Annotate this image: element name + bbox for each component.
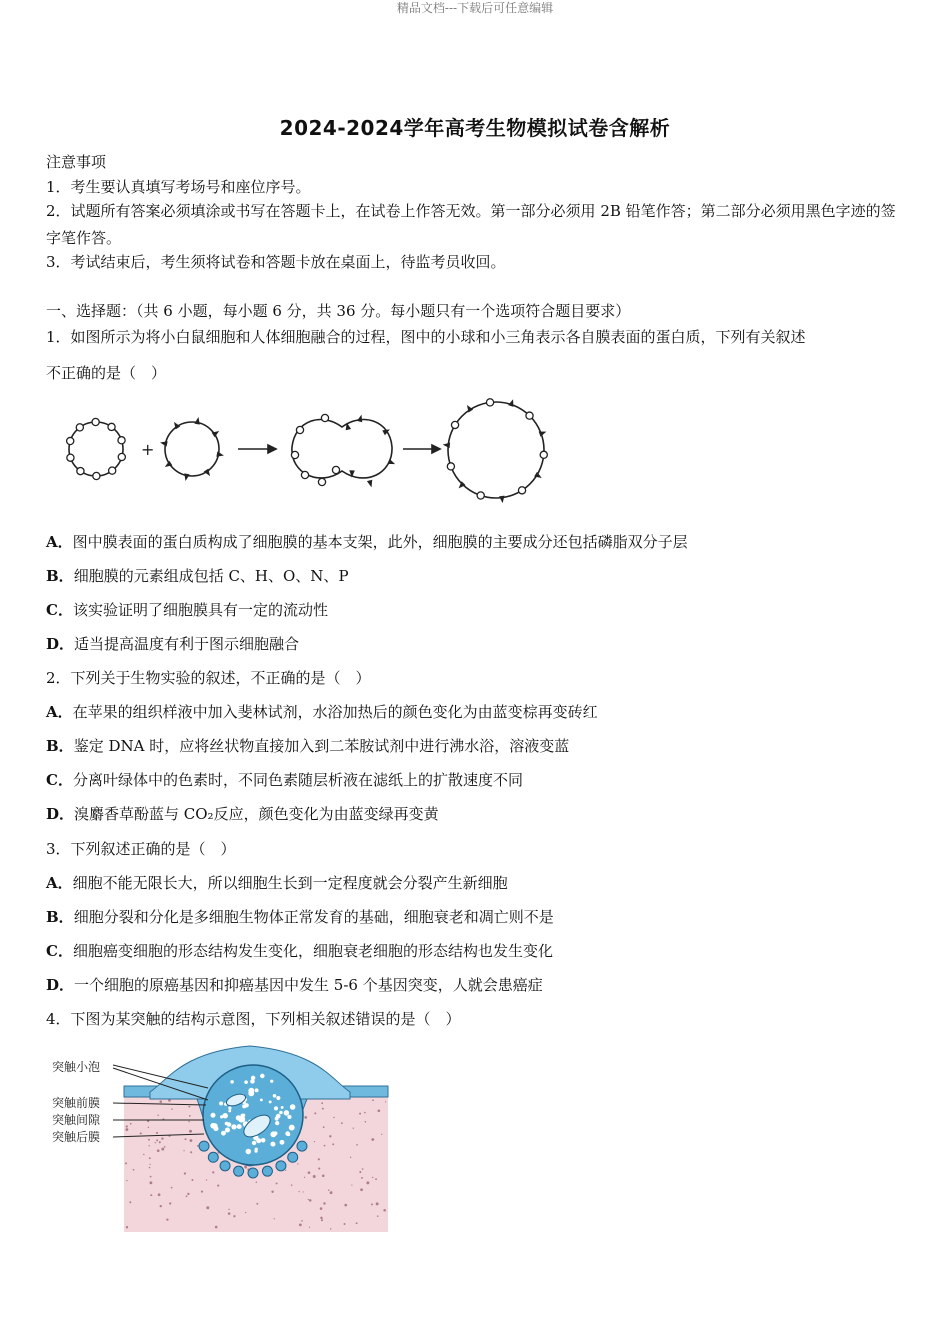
tissue-speckle bbox=[169, 1202, 171, 1204]
membrane-protein-ball bbox=[318, 478, 325, 485]
section-heading: 一、选择题：（共 6 小题，每小题 6 分，共 36 分。每小题只有一个选项符合题目要求） bbox=[46, 302, 631, 320]
q1-option-c[interactable] bbox=[46, 599, 328, 621]
option-letter: C． bbox=[46, 942, 73, 960]
synaptic-vesicle bbox=[228, 1106, 231, 1109]
tissue-speckle bbox=[383, 1209, 386, 1212]
tissue-speckle bbox=[256, 1203, 258, 1205]
header-note: 精品文档---下载后可任意编辑 bbox=[396, 1, 554, 15]
tissue-speckle bbox=[143, 1154, 144, 1155]
tissue-speckle bbox=[372, 1177, 373, 1178]
q1-option-a[interactable] bbox=[46, 531, 688, 553]
tissue-speckle bbox=[323, 1126, 325, 1128]
option-letter: D． bbox=[46, 805, 75, 823]
q2-option-b[interactable] bbox=[46, 735, 569, 757]
tissue-speckle bbox=[149, 1181, 152, 1184]
synaptic-vesicle bbox=[270, 1142, 275, 1147]
tissue-speckle bbox=[228, 1209, 229, 1210]
synaptic-vesicle bbox=[211, 1113, 216, 1118]
question-2-stem: 2．下列关于生物实验的叙述，不正确的是（ ） bbox=[46, 669, 371, 687]
option-text: 适当提高温度有利于图示细胞融合 bbox=[74, 635, 300, 653]
tissue-speckle bbox=[341, 1122, 343, 1124]
tissue-speckle bbox=[332, 1143, 334, 1145]
tissue-speckle bbox=[308, 1199, 309, 1200]
tissue-speckle bbox=[321, 1102, 323, 1104]
synaptic-vesicle bbox=[239, 1116, 245, 1122]
membrane-protein-ball bbox=[67, 454, 74, 461]
tissue-speckle bbox=[150, 1176, 152, 1178]
tissue-speckle bbox=[320, 1217, 322, 1219]
tissue-speckle bbox=[126, 1125, 128, 1127]
tissue-speckle bbox=[314, 1112, 316, 1114]
option-text: 图中膜表面的蛋白质构成了细胞膜的基本支架，此外，细胞膜的主要成分还包括磷脂双分子层 bbox=[72, 533, 688, 551]
tissue-speckle bbox=[297, 1163, 298, 1164]
membrane-protein-ball bbox=[92, 418, 99, 425]
membrane-protein-ball bbox=[67, 437, 74, 444]
tissue-speckle bbox=[271, 1191, 273, 1193]
notice-heading: 注意事项 bbox=[46, 153, 107, 171]
membrane-protein-ball bbox=[301, 471, 308, 478]
tissue-speckle bbox=[183, 1150, 184, 1151]
membrane-protein-triangle bbox=[367, 480, 372, 488]
tissue-speckle bbox=[330, 1228, 331, 1229]
tissue-speckle bbox=[309, 1199, 312, 1202]
option-letter: D． bbox=[46, 635, 75, 653]
tissue-speckle bbox=[322, 1108, 324, 1110]
tissue-speckle bbox=[212, 1171, 214, 1173]
tissue-speckle bbox=[159, 1141, 161, 1143]
membrane-protein-ball bbox=[477, 492, 484, 499]
q1-option-b[interactable] bbox=[46, 565, 349, 587]
membrane-protein-ball bbox=[291, 451, 298, 458]
membrane-protein-ball bbox=[526, 412, 533, 419]
tissue-speckle bbox=[318, 1158, 320, 1160]
synaptic-vesicle bbox=[285, 1111, 288, 1114]
tissue-speckle bbox=[359, 1171, 361, 1173]
tissue-speckle bbox=[375, 1178, 377, 1180]
synaptic-vesicle bbox=[279, 1111, 283, 1115]
tissue-speckle bbox=[314, 1141, 315, 1142]
tissue-speckle bbox=[197, 1145, 199, 1147]
tissue-speckle bbox=[189, 1115, 191, 1117]
synaptic-vesicle bbox=[237, 1124, 242, 1129]
tissue-speckle bbox=[166, 1218, 168, 1220]
option-letter: A． bbox=[46, 874, 73, 892]
receptor-knob bbox=[199, 1141, 209, 1151]
option-letter: C． bbox=[46, 601, 73, 619]
membrane-protein-ball bbox=[93, 472, 100, 479]
tissue-speckle bbox=[285, 1170, 286, 1171]
tissue-speckle bbox=[372, 1099, 374, 1101]
tissue-speckle bbox=[133, 1169, 135, 1171]
receptor-knob bbox=[208, 1152, 218, 1162]
tissue-speckle bbox=[366, 1181, 369, 1184]
tissue-speckle bbox=[308, 1171, 311, 1174]
q2-option-a[interactable] bbox=[46, 701, 598, 723]
synaptic-vesicle bbox=[213, 1126, 218, 1131]
option-letter: A． bbox=[46, 703, 73, 721]
tissue-speckle bbox=[228, 1212, 231, 1215]
tissue-speckle bbox=[129, 1201, 131, 1203]
option-text: 细胞不能无限长大，所以细胞生长到一定程度就会分裂产生新细胞 bbox=[72, 874, 508, 892]
tissue-speckle bbox=[189, 1130, 192, 1133]
tissue-speckle bbox=[381, 1134, 382, 1135]
tissue-speckle bbox=[188, 1121, 189, 1122]
question-4-stem: 4．下图为某突触的结构示意图，下列相关叙述错误的是（ ） bbox=[46, 1010, 461, 1028]
receptor-knob bbox=[297, 1141, 307, 1151]
option-text: 细胞膜的元素组成包括 C、H、O、N、P bbox=[73, 567, 349, 585]
synaptic-vesicle bbox=[251, 1076, 255, 1080]
synaptic-vesicle bbox=[290, 1104, 296, 1110]
tissue-speckle bbox=[157, 1115, 159, 1117]
membrane-protein-ball bbox=[321, 414, 328, 421]
membrane-protein-triangle bbox=[499, 496, 504, 504]
tissue-speckle bbox=[155, 1142, 156, 1143]
synaptic-vesicle bbox=[228, 1109, 231, 1112]
tissue-speckle bbox=[333, 1117, 334, 1118]
option-text: 分离叶绿体中的色素时，不同色素随层析液在滤纸上的扩散速度不同 bbox=[72, 771, 523, 789]
tissue-speckle bbox=[157, 1149, 160, 1152]
membrane-protein-triangle bbox=[357, 415, 362, 423]
tissue-speckle bbox=[164, 1146, 166, 1148]
question-1-stem-cont: 不正确的是（ ） bbox=[46, 364, 167, 382]
synaptic-vesicle bbox=[287, 1133, 291, 1137]
tissue-speckle bbox=[362, 1168, 364, 1170]
tissue-speckle bbox=[161, 1148, 164, 1151]
synaptic-vesicle bbox=[225, 1127, 230, 1132]
synaptic-vesicle bbox=[255, 1088, 259, 1092]
tissue-speckle bbox=[359, 1113, 361, 1115]
membrane-protein-triangle bbox=[194, 417, 199, 425]
q3-option-c[interactable] bbox=[46, 940, 553, 962]
tissue-speckle bbox=[377, 1215, 379, 1217]
tissue-speckle bbox=[206, 1179, 207, 1180]
synaptic-vesicle bbox=[227, 1122, 232, 1127]
synaptic-vesicle bbox=[244, 1080, 248, 1084]
tissue-speckle bbox=[371, 1203, 373, 1205]
membrane-protein-ball bbox=[109, 467, 116, 474]
tissue-speckle bbox=[171, 1187, 173, 1189]
membrane-protein-ball bbox=[118, 437, 125, 444]
tissue-speckle bbox=[158, 1193, 161, 1196]
option-text: 一个细胞的原癌基因和抑癌基因中发生 5-6 个基因突变，人就会患癌症 bbox=[74, 976, 543, 994]
tissue-speckle bbox=[149, 1145, 150, 1146]
tissue-speckle bbox=[318, 1167, 320, 1169]
membrane-protein-ball bbox=[518, 487, 525, 494]
tissue-speckle bbox=[364, 1112, 366, 1114]
tissue-speckle bbox=[321, 1219, 323, 1221]
tissue-speckle bbox=[125, 1128, 128, 1131]
tissue-speckle bbox=[148, 1127, 149, 1128]
tissue-speckle bbox=[187, 1193, 189, 1195]
synaptic-vesicle bbox=[269, 1100, 272, 1103]
option-text: 细胞癌变细胞的形态结构发生变化，细胞衰老细胞的形态结构也发生变化 bbox=[72, 942, 553, 960]
tissue-speckle bbox=[328, 1189, 330, 1191]
tissue-speckle bbox=[201, 1190, 203, 1192]
option-letter: D． bbox=[46, 976, 75, 994]
tissue-speckle bbox=[244, 1166, 247, 1169]
synaptic-vesicle bbox=[252, 1141, 256, 1145]
tissue-speckle bbox=[303, 1191, 304, 1192]
option-letter: B． bbox=[46, 567, 74, 585]
synapse-figure bbox=[0, 1040, 400, 1240]
membrane-protein-triangle bbox=[160, 441, 168, 446]
synaptic-vesicle bbox=[280, 1140, 285, 1145]
tissue-speckle bbox=[324, 1145, 326, 1147]
tissue-speckle bbox=[309, 1227, 310, 1228]
q1-option-d[interactable] bbox=[46, 633, 299, 655]
tissue-speckle bbox=[329, 1135, 331, 1137]
option-letter: C． bbox=[46, 771, 73, 789]
tissue-speckle bbox=[149, 1167, 151, 1169]
tissue-speckle bbox=[256, 1182, 257, 1183]
synaptic-vesicle bbox=[231, 1124, 236, 1129]
receptor-knob bbox=[262, 1166, 272, 1176]
synaptic-vesicle bbox=[274, 1106, 278, 1110]
tissue-speckle bbox=[299, 1224, 302, 1227]
tissue-speckle bbox=[291, 1184, 293, 1186]
label-presynaptic-membrane: 突触前膜 bbox=[52, 1096, 101, 1110]
option-letter: A． bbox=[46, 533, 73, 551]
tissue-speckle bbox=[149, 1164, 150, 1165]
tissue-speckle bbox=[350, 1157, 351, 1158]
synaptic-vesicle bbox=[276, 1114, 281, 1119]
synaptic-vesicle bbox=[281, 1106, 284, 1109]
q2-option-c[interactable] bbox=[46, 769, 523, 791]
question-1-stem: 1．如图所示为将小白鼠细胞和人体细胞融合的过程，图中的小球和小三角表示各自膜表面的蛋白质，下列有关叙述 bbox=[46, 328, 806, 346]
synaptic-vesicle bbox=[261, 1138, 266, 1143]
tissue-speckle bbox=[304, 1116, 307, 1119]
membrane-protein-ball bbox=[447, 463, 454, 470]
synaptic-vesicle bbox=[254, 1149, 257, 1152]
tissue-speckle bbox=[185, 1138, 187, 1140]
tissue-speckle bbox=[304, 1177, 305, 1178]
tissue-speckle bbox=[148, 1139, 150, 1141]
synaptic-vesicle bbox=[276, 1096, 280, 1100]
tissue-speckle bbox=[371, 1138, 374, 1141]
tissue-speckle bbox=[189, 1139, 192, 1142]
synaptic-vesicle bbox=[275, 1121, 279, 1125]
option-text: 细胞分裂和分化是多细胞生物体正常发育的基础，细胞衰老和凋亡则不是 bbox=[73, 908, 554, 926]
tissue-speckle bbox=[298, 1191, 299, 1192]
tissue-speckle bbox=[190, 1151, 192, 1153]
tissue-speckle bbox=[245, 1212, 246, 1213]
tissue-speckle bbox=[184, 1172, 186, 1174]
label-postsynaptic-membrane: 突触后膜 bbox=[52, 1130, 101, 1144]
option-letter: B． bbox=[46, 908, 74, 926]
tissue-speckle bbox=[171, 1108, 172, 1109]
tissue-speckle bbox=[385, 1101, 386, 1102]
membrane-protein-triangle bbox=[387, 459, 395, 464]
plus-sign: + bbox=[141, 440, 155, 459]
tissue-speckle bbox=[320, 1207, 323, 1210]
tissue-speckle bbox=[217, 1184, 219, 1186]
synaptic-vesicle bbox=[246, 1149, 252, 1155]
tissue-speckle bbox=[344, 1204, 347, 1207]
synaptic-vesicle bbox=[221, 1131, 226, 1136]
tissue-speckle bbox=[351, 1184, 352, 1185]
synaptic-vesicle bbox=[270, 1080, 273, 1083]
page-title: 2024-2024学年高考生物模拟试卷含解析 bbox=[279, 116, 671, 140]
tissue-speckle bbox=[276, 1182, 278, 1184]
receptor-knob bbox=[248, 1168, 258, 1178]
membrane-protein-ball bbox=[540, 451, 547, 458]
tissue-speckle bbox=[151, 1194, 153, 1196]
tissue-speckle bbox=[130, 1123, 132, 1125]
membrane-protein-ball bbox=[76, 424, 83, 431]
membrane-protein-triangle bbox=[443, 443, 450, 448]
tissue-speckle bbox=[160, 1205, 162, 1207]
q2-option-d[interactable] bbox=[46, 803, 439, 825]
synaptic-vesicle bbox=[287, 1115, 291, 1119]
membrane-protein-ball bbox=[296, 426, 303, 433]
tissue-speckle bbox=[191, 1179, 193, 1181]
synaptic-vesicle bbox=[260, 1098, 263, 1101]
tissue-speckle bbox=[156, 1139, 158, 1141]
tissue-speckle bbox=[301, 1220, 303, 1222]
synaptic-vesicle bbox=[222, 1113, 227, 1118]
notice-item: 2．试题所有答案必须填涂或书写在答题卡上，在试卷上作答无效。第一部分必须用 2B 铅笔作答；第二部分必须用黑色字迹的签字笔作答。 bbox=[46, 202, 896, 247]
q3-option-d[interactable] bbox=[46, 974, 543, 996]
tissue-speckle bbox=[125, 1162, 127, 1164]
receptor-knob bbox=[276, 1161, 286, 1171]
label-synaptic-vesicle: 突触小泡 bbox=[52, 1060, 101, 1074]
tissue-speckle bbox=[353, 1127, 354, 1128]
receptor-knob bbox=[234, 1166, 244, 1176]
option-text: 溴麝香草酚蓝与 CO₂反应，颜色变化为由蓝变绿再变黄 bbox=[74, 805, 439, 823]
cell-fusion-figure bbox=[0, 390, 600, 510]
synaptic-vesicle bbox=[230, 1080, 234, 1084]
tissue-speckle bbox=[377, 1109, 380, 1112]
option-text: 在苹果的组织样液中加入斐林试剂，水浴加热后的颜色变化为由蓝变棕再变砖红 bbox=[72, 703, 598, 721]
receptor-knob bbox=[288, 1152, 298, 1162]
membrane-protein-ball bbox=[108, 423, 115, 430]
tissue-speckle bbox=[356, 1222, 358, 1224]
membrane-protein-ball bbox=[486, 399, 493, 406]
tissue-speckle bbox=[330, 1191, 333, 1194]
membrane-protein-triangle bbox=[216, 451, 224, 456]
label-synaptic-cleft: 突触间隙 bbox=[52, 1113, 101, 1127]
tissue-speckle bbox=[356, 1144, 358, 1146]
notice-item: 3．考试结束后，考生须将试卷和答题卡放在桌面上，待监考员收回。 bbox=[46, 253, 506, 271]
synaptic-vesicle bbox=[248, 1088, 254, 1094]
membrane-protein-ball bbox=[451, 421, 458, 428]
receptor-knob bbox=[220, 1161, 230, 1171]
tissue-speckle bbox=[344, 1223, 346, 1225]
notice-item: 1．考生要认真填写考场号和座位序号。 bbox=[46, 178, 311, 196]
option-letter: B． bbox=[46, 737, 74, 755]
option-text: 鉴定 DNA 时，应将丝状物直接加入到二苯胺试剂中进行沸水浴，溶液变蓝 bbox=[73, 737, 570, 755]
q3-option-b[interactable] bbox=[46, 906, 554, 928]
tissue-speckle bbox=[156, 1132, 158, 1134]
tissue-speckle bbox=[233, 1215, 235, 1217]
tissue-speckle bbox=[126, 1180, 127, 1181]
tissue-speckle bbox=[365, 1121, 367, 1123]
tissue-speckle bbox=[140, 1132, 142, 1134]
option-text: 该实验证明了细胞膜具有一定的流动性 bbox=[72, 601, 328, 619]
tissue-speckle bbox=[161, 1137, 163, 1139]
tissue-speckle bbox=[149, 1157, 151, 1159]
tissue-speckle bbox=[313, 1175, 316, 1178]
tissue-speckle bbox=[206, 1206, 209, 1209]
synaptic-vesicle bbox=[273, 1094, 277, 1098]
tissue-speckle bbox=[322, 1174, 325, 1177]
question-3-stem: 3．下列叙述正确的是（ ） bbox=[46, 840, 236, 858]
synaptic-vesicle bbox=[273, 1131, 277, 1135]
tissue-speckle bbox=[188, 1106, 190, 1108]
synaptic-vesicle bbox=[242, 1104, 246, 1108]
tissue-speckle bbox=[126, 1226, 128, 1228]
synaptic-vesicle bbox=[219, 1101, 223, 1105]
tissue-speckle bbox=[274, 1218, 275, 1219]
tissue-speckle bbox=[186, 1195, 188, 1197]
synaptic-vesicle bbox=[260, 1074, 265, 1079]
tissue-speckle bbox=[376, 1202, 379, 1205]
tissue-speckle bbox=[215, 1226, 218, 1229]
tissue-speckle bbox=[159, 1100, 162, 1103]
q3-option-a[interactable] bbox=[46, 872, 508, 894]
tissue-speckle bbox=[361, 1177, 363, 1179]
membrane-protein-ball bbox=[332, 466, 339, 473]
membrane-protein-ball bbox=[77, 467, 84, 474]
tissue-speckle bbox=[360, 1188, 363, 1191]
tissue-speckle bbox=[323, 1202, 325, 1204]
membrane-protein-triangle bbox=[184, 473, 189, 481]
synaptic-vesicle bbox=[289, 1125, 295, 1131]
membrane-protein-ball bbox=[118, 453, 125, 460]
